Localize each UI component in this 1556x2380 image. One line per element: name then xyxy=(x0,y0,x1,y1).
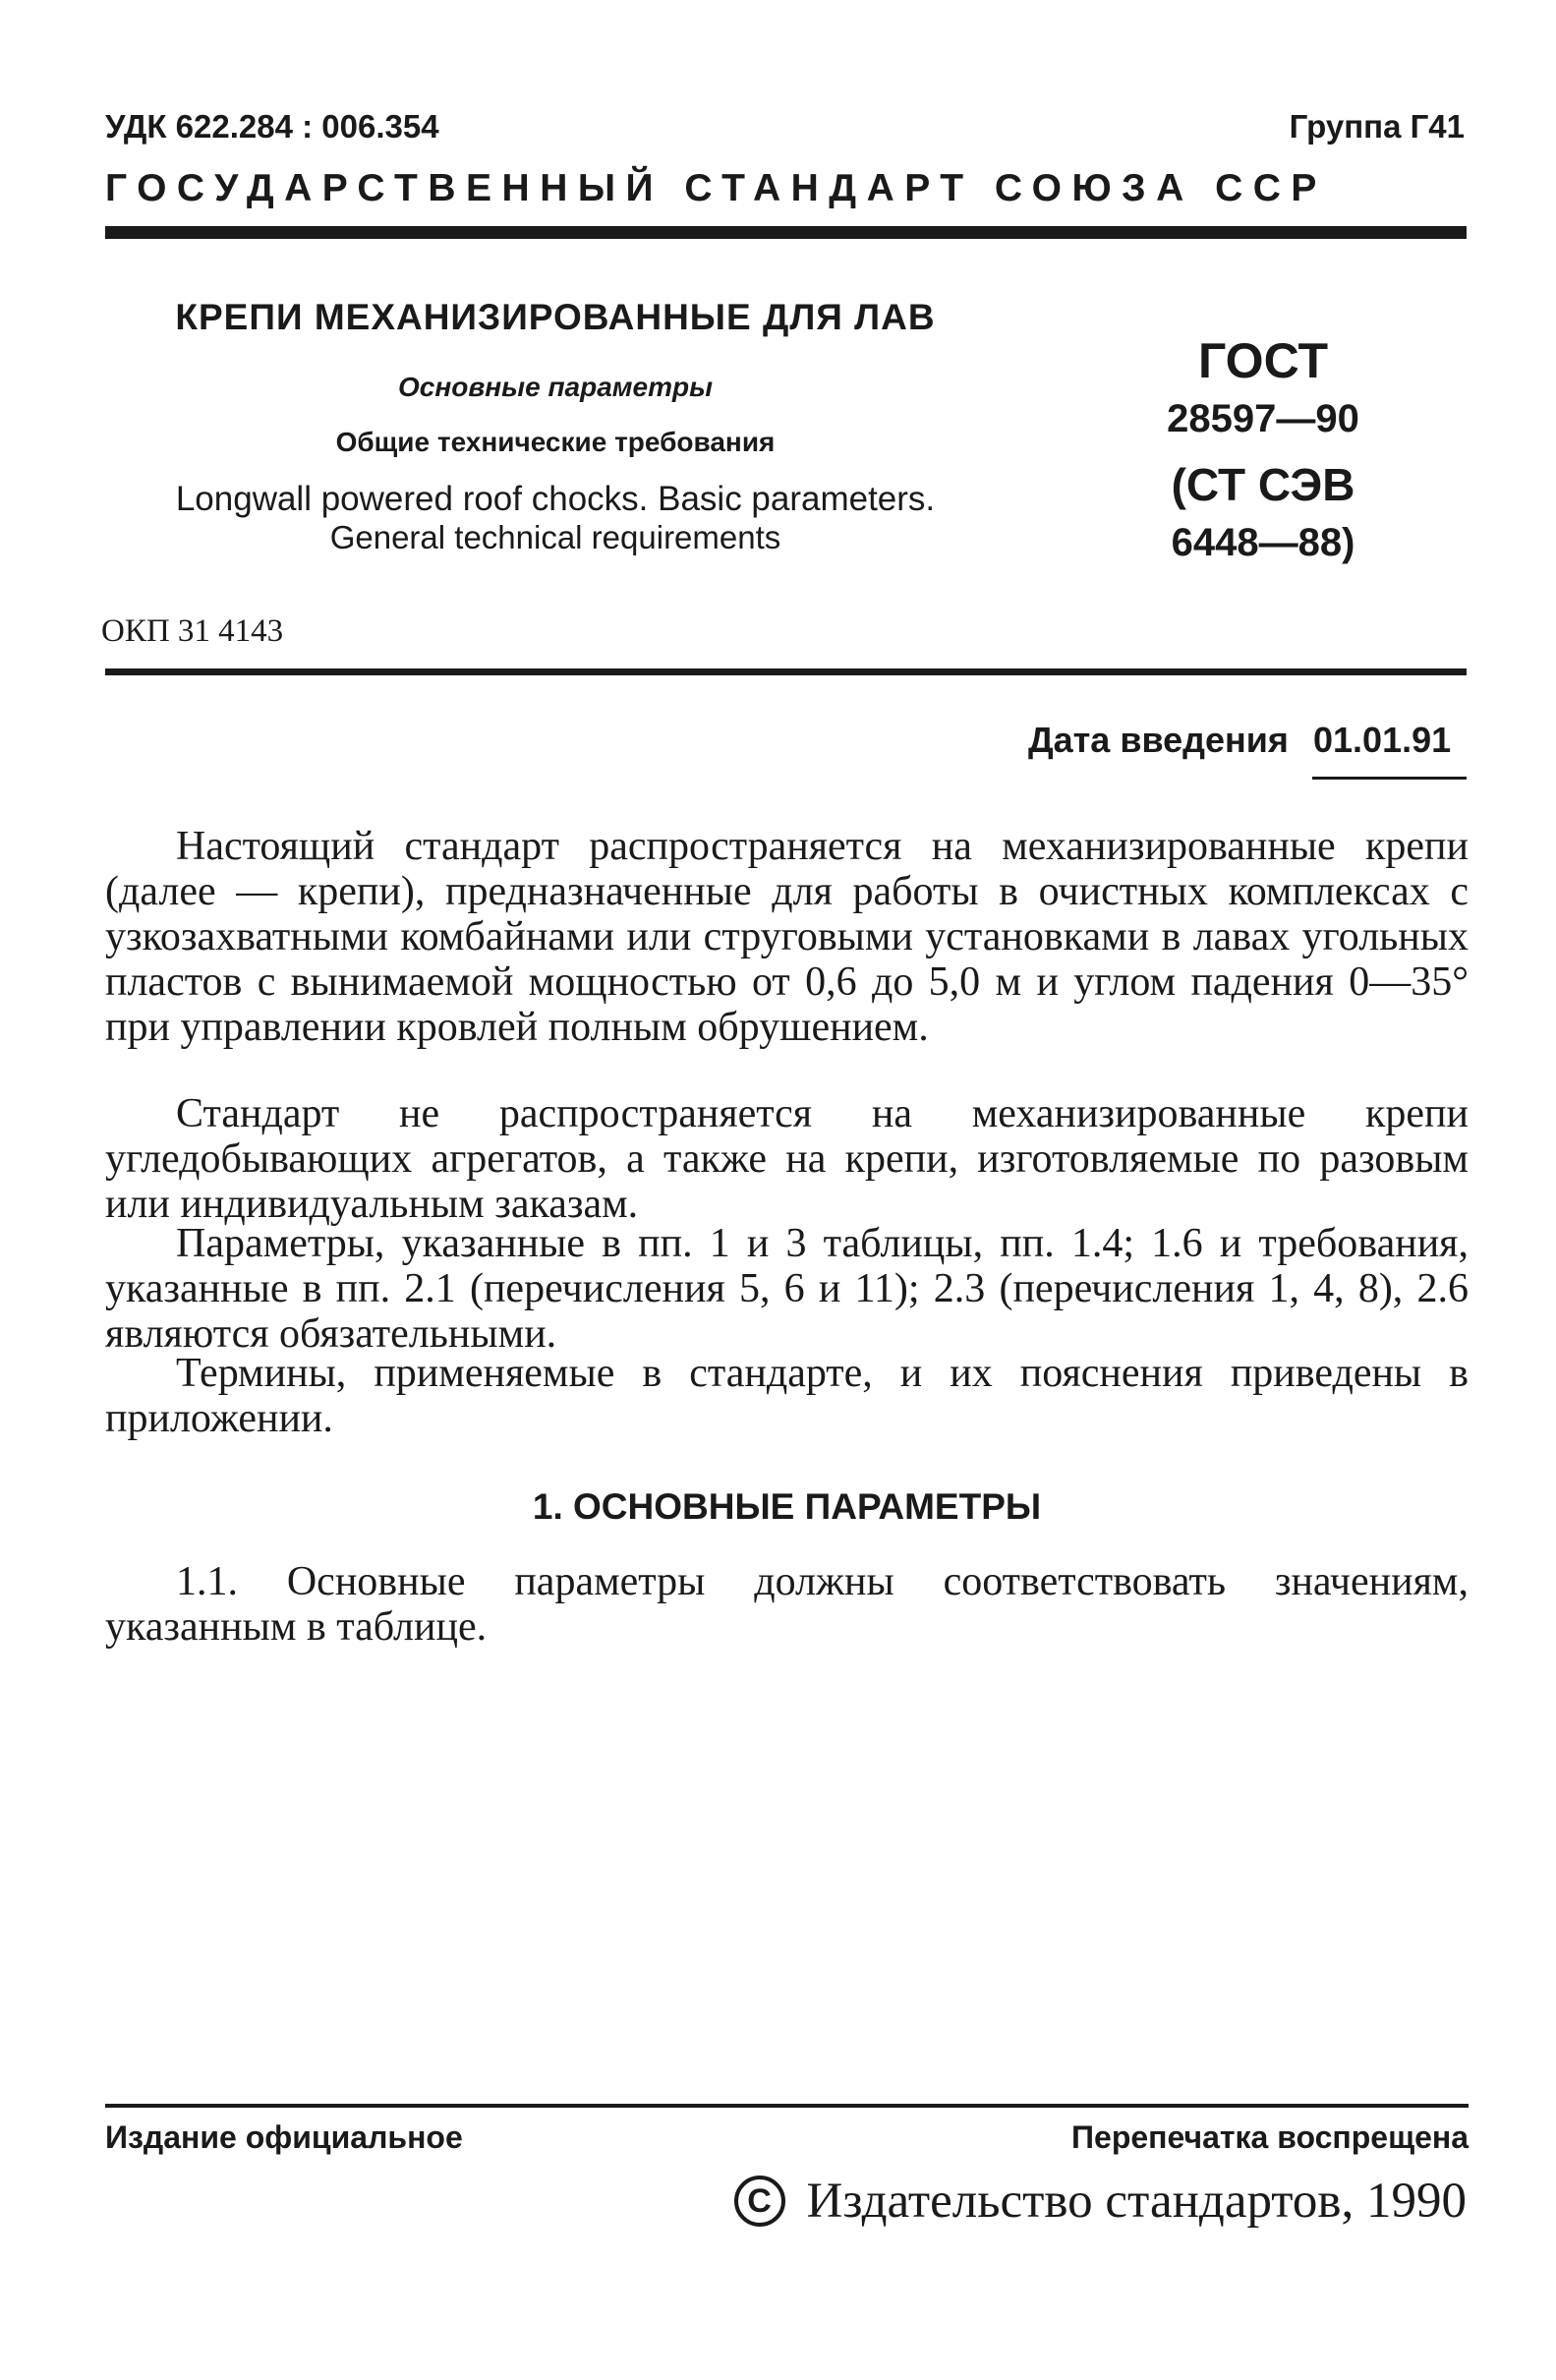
introduction-date-label: Дата введения xyxy=(1028,720,1289,760)
footer-rule xyxy=(105,2104,1469,2108)
paragraph-terms: Термины, применяемые в стандарте, и их пояснения приведены в приложении. xyxy=(105,1351,1469,1441)
header-rule xyxy=(105,226,1467,239)
udk-code: УДК 622.284 : 006.354 xyxy=(105,108,439,145)
cev-number: 6448—88) xyxy=(1171,521,1355,564)
title-rule xyxy=(105,668,1467,675)
paragraph-exclusions: Стандарт не распространяется на механизированные крепи угледобывающих агрегатов, а также на крепи, изготовляемые по разовым или индивидуальным заказам. xyxy=(105,1091,1469,1227)
gost-number: 28597—90 xyxy=(1167,397,1359,440)
paragraph-scope: Настоящий стандарт распространяется на механизированные крепи (далее — крепи), предназначенные для работы в очистных комплексах с узкозахватными комбайнами или струговыми установками в лавах угольных пластов с вынимаемой мощностью от 0,6 до 5,0 м и углом падения 0—35° при управлении кровлей полным обрушением. xyxy=(105,824,1469,1050)
english-title-line-1: Longwall powered roof chocks. Basic parameters. xyxy=(175,480,936,518)
gost-label: ГОСТ xyxy=(1198,333,1328,388)
reprint-prohibited-label: Перепечатка воспрещена xyxy=(1071,2119,1469,2155)
state-standard-heading: ГОСУДАРСТВЕННЫЙ СТАНДАРТ СОЮЗА ССР xyxy=(105,167,1327,209)
paragraph-1-1: 1.1. Основные параметры должны соответствовать значениям, указанным в таблице. xyxy=(105,1559,1469,1650)
cev-label: (СТ СЭВ xyxy=(1171,459,1355,510)
copyright-line xyxy=(734,2173,1467,2230)
subtitle-technical-requirements: Общие технические требования xyxy=(335,427,776,457)
group-code: Группа Г41 xyxy=(1289,108,1465,145)
subtitle-basic-parameters: Основные параметры xyxy=(397,372,713,402)
paragraph-mandatory-parameters: Параметры, указанные в пп. 1 и 3 таблицы, пп. 1.4; 1.6 и требования, указанные в пп. 2.1 (перечисления 5, 6 и 11); 2.3 (перечисления 1, 4, 8), 2.6 являются обязательными. xyxy=(105,1221,1469,1357)
date-underline xyxy=(1312,777,1467,780)
document-title: КРЕПИ МЕХАНИЗИРОВАННЫЕ ДЛЯ ЛАВ xyxy=(175,297,936,337)
copyright-icon: C xyxy=(734,2176,785,2227)
okp-code: ОКП 31 4143 xyxy=(101,613,284,649)
introduction-date-value: 01.01.91 xyxy=(1313,720,1452,760)
section-heading: 1. ОСНОВНЫЕ ПАРАМЕТРЫ xyxy=(532,1486,1042,1527)
english-title-line-2: General technical requirements xyxy=(329,519,781,555)
official-edition-label: Издание официальное xyxy=(105,2119,463,2155)
publisher-text: Издательство стандартов, 1990 xyxy=(806,2174,1467,2229)
